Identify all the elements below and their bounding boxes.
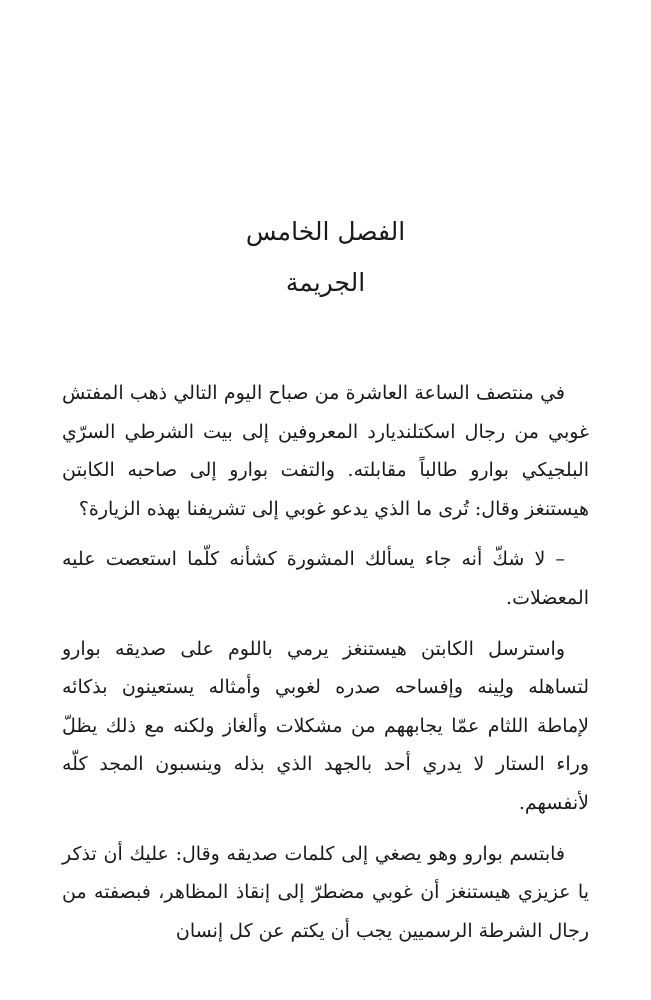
paragraph: – لا شكّ أنه جاء يسألك المشورة كشأنه كلّما استعصت عليه المعضلات. — [62, 548, 589, 609]
chapter-title: الفصل الخامس — [245, 217, 406, 246]
paragraph: فابتسم بوارو وهو يصغي إلى كلمات صديقه وقال: عليك أن تذكر يا عزيزي هيستنغز أن غوبي مضطرّ إلى إنقاذ المظاهر، فبصفته من رجال الشرطة الرسميين يجب أن يكتم عن كل إنسان — [62, 842, 589, 942]
paragraph: في منتصف الساعة العاشرة من صباح اليوم التالي ذهب المفتش غوبي من رجال اسكتلنديارد المعروفين إلى بيت الشرطي السرّي البلجيكي بوارو طالباً مقابلته. والتفت بوارو إلى صاحبه الكابتن هيستنغز وقال: تُرى ما الذي يدعو غوبي إلى تشريفنا بهذه الزيارة؟ — [62, 382, 589, 520]
chapter-subtitle: الجريمة — [285, 268, 366, 297]
book-page — [62, 0, 589, 1000]
body-text — [62, 374, 589, 962]
paragraph: واسترسل الكابتن هيستنغز يرمي باللوم على صديقه بوارو لتساهله ولِينه وإفساحه صدره لغوبي وأمثاله يستعينون بذكائه لإماطة اللثام عمّا يجابههم من مشكلات وألغاز ولكنه مع ذلك يظلّ وراء الستار لا يدري أحد بالجهد الذي بذله وينسبون المجد كلّه لأنفسهم. — [62, 637, 589, 814]
